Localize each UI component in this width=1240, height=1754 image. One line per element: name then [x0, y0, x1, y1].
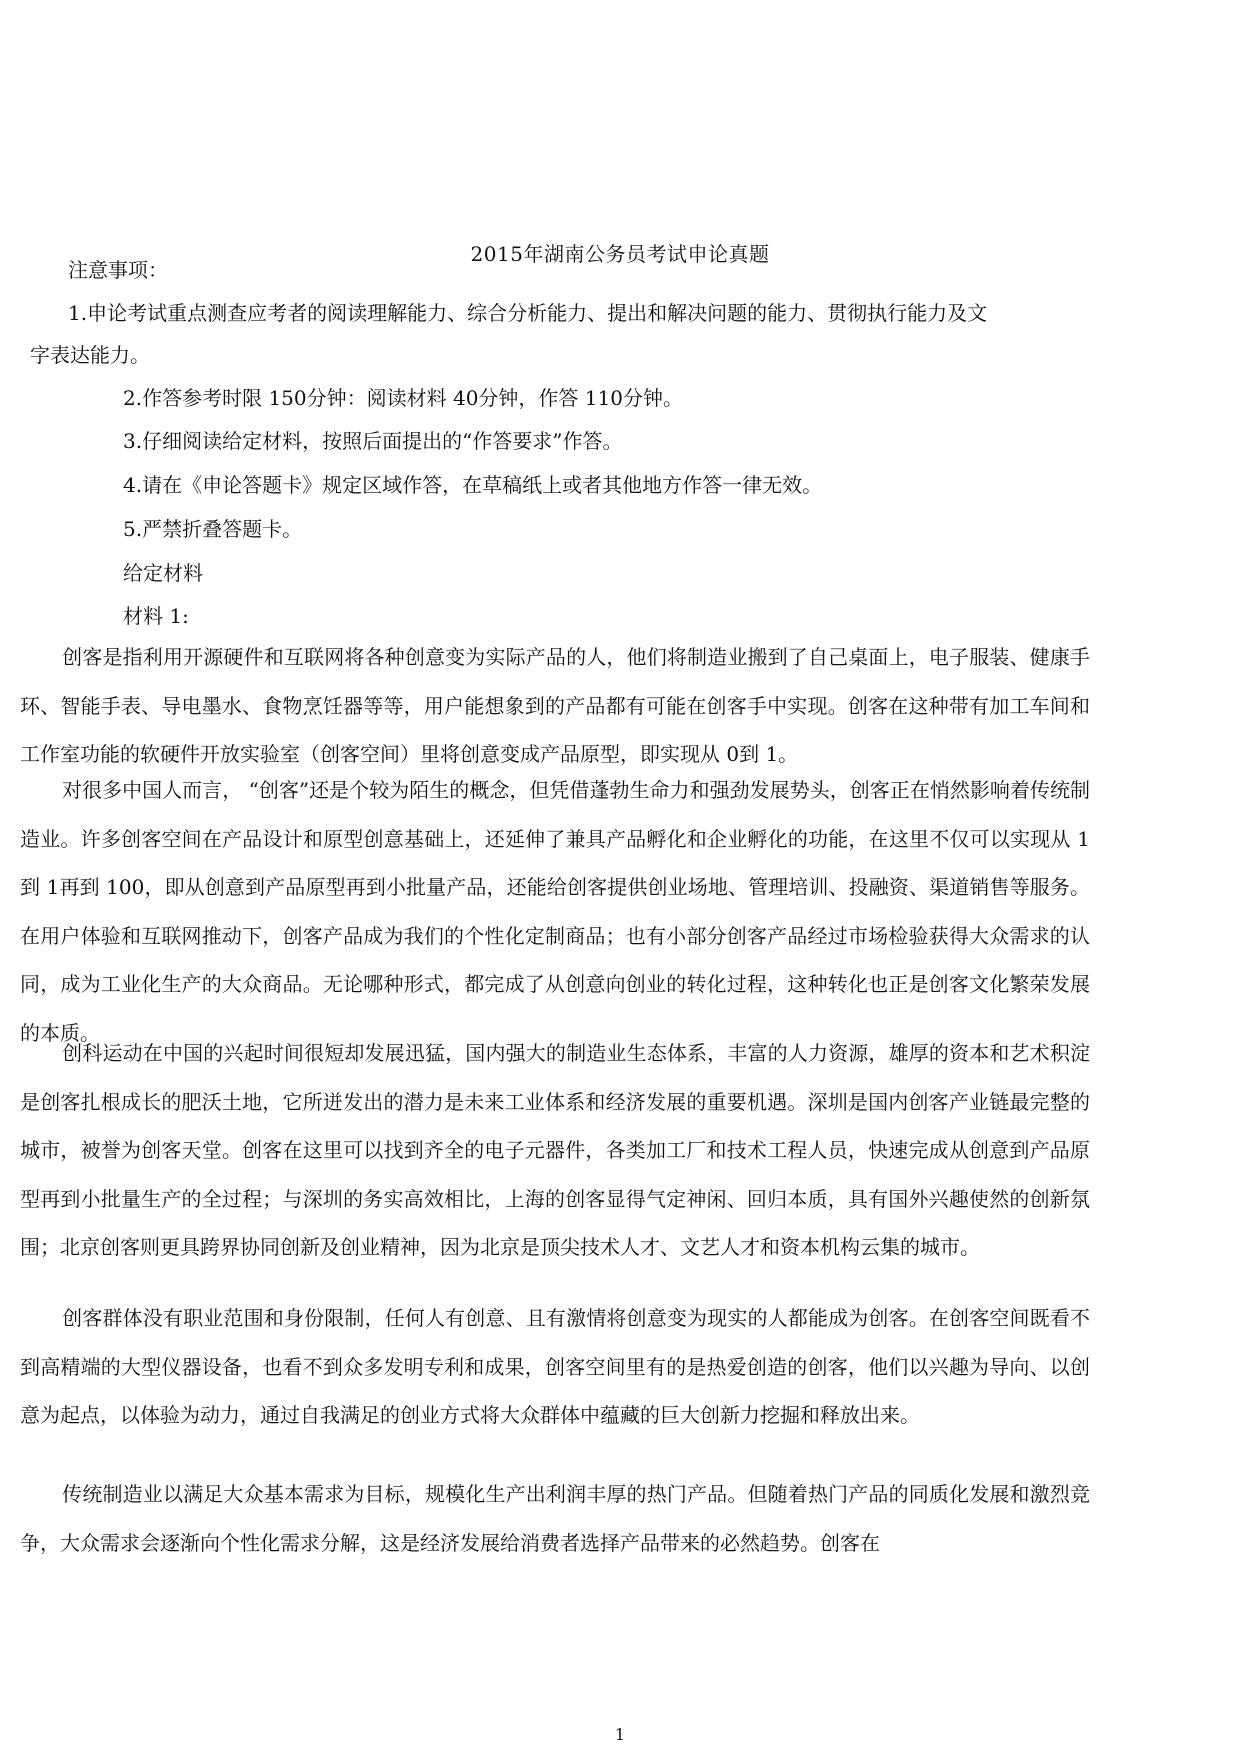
material-paragraph: 创客群体没有职业范围和身份限制，任何人有创意、且有激情将创意变为现实的人都能成为创客。在创客空间既看不到高精端的大型仪器设备，也看不到众多发明专利和成果，创客空间里有的是热爱创造的创客，他们以兴趣为导向、以创意为起点，以体验为动力，通过自我满足的创业方式将大众群体中蕴藏的巨大创新力挖掘和释放出来。	[20, 1306, 1090, 1427]
notice-heading: 注意事项：	[68, 258, 168, 282]
material-paragraph: 对很多中国人而言， “创客”还是个较为陌生的概念，但凭借蓬勃生命力和强劲发展势头，创客正在悄然影响着传统制造业。许多创客空间在产品设计和原型创意基础上，还延伸了兼具产品孵化和企业孵化的功能，在这里不仅可以实现从 1到 1再到 100，即从创意到产品原型再到小批量产品，还能给创客提供创业场地、管理培训、投融资、渠道销售等服务。在用户体验和互联网推动下，创客产品成为我们的个性化定制商品；也有小部分创客产品经过市场检验获得大众需求的认同，成为工业化生产的大众商品。无论哪种形式，都完成了从创意向创业的转化过程，这种转化也正是创客文化繁荣发展的本质。	[20, 778, 1090, 1045]
notice-item-4: 4.请在《申论答题卡》规定区域作答，在草稿纸上或者其他地方作答一律无效。	[123, 473, 823, 497]
notice-item-1: 1.申论考试重点测查应考者的阅读理解能力、综合分析能力、提出和解决问题的能力、贯彻执行能力及文	[68, 301, 988, 325]
notice-item-5: 5.严禁折叠答题卡。	[123, 517, 303, 541]
material-paragraph: 创客是指利用开源硬件和互联网将各种创意变为实际产品的人，他们将制造业搬到了自己桌面上，电子服装、健康手环、智能手表、导电墨水、食物烹饪器等等，用户能想象到的产品都有可能在创客手中实现。创客在这种带有加工车间和工作室功能的软硬件开放实验室（创客空间）里将创意变成产品原型，即实现从 0到 1。	[20, 645, 1090, 766]
section-heading: 给定材料	[123, 561, 203, 585]
material-paragraph: 创科运动在中国的兴起时间很短却发展迅猛，国内强大的制造业生态体系，丰富的人力资源，雄厚的资本和艺术积淀是创客扎根成长的肥沃土地，它所迸发出的潜力是未来工业体系和经济发展的重要机遇。深圳是国内创客产业链最完整的城市，被誉为创客天堂。创客在这里可以找到齐全的电子元器件，各类加工厂和技术工程人员，快速完成从创意到产品原型再到小批量生产的全过程；与深圳的务实高效相比，上海的创客显得气定神闲、回归本质，具有国外兴趣使然的创新氛围；北京创客则更具跨界协同创新及创业精神，因为北京是顶尖技术人才、文艺人才和资本机构云集的城市。	[20, 1041, 1090, 1259]
notice-item-1-continued: 字表达能力。	[30, 343, 150, 367]
notice-item-3: 3.仔细阅读给定材料，按照后面提出的“作答要求”作答。	[123, 429, 623, 453]
material-label: 材料 1:	[123, 604, 189, 628]
page-number: 1	[614, 1725, 626, 1744]
notice-item-2: 2.作答参考时限 150分钟：阅读材料 40分钟，作答 110分钟。	[123, 386, 683, 410]
document-title: 2015年湖南公务员考试申论真题	[470, 242, 770, 266]
material-paragraph: 传统制造业以满足大众基本需求为目标，规模化生产出利润丰厚的热门产品。但随着热门产品的同质化发展和激烈竞争，大众需求会逐渐向个性化需求分解，这是经济发展给消费者选择产品带来的必然趋势。创客在	[20, 1482, 1090, 1555]
